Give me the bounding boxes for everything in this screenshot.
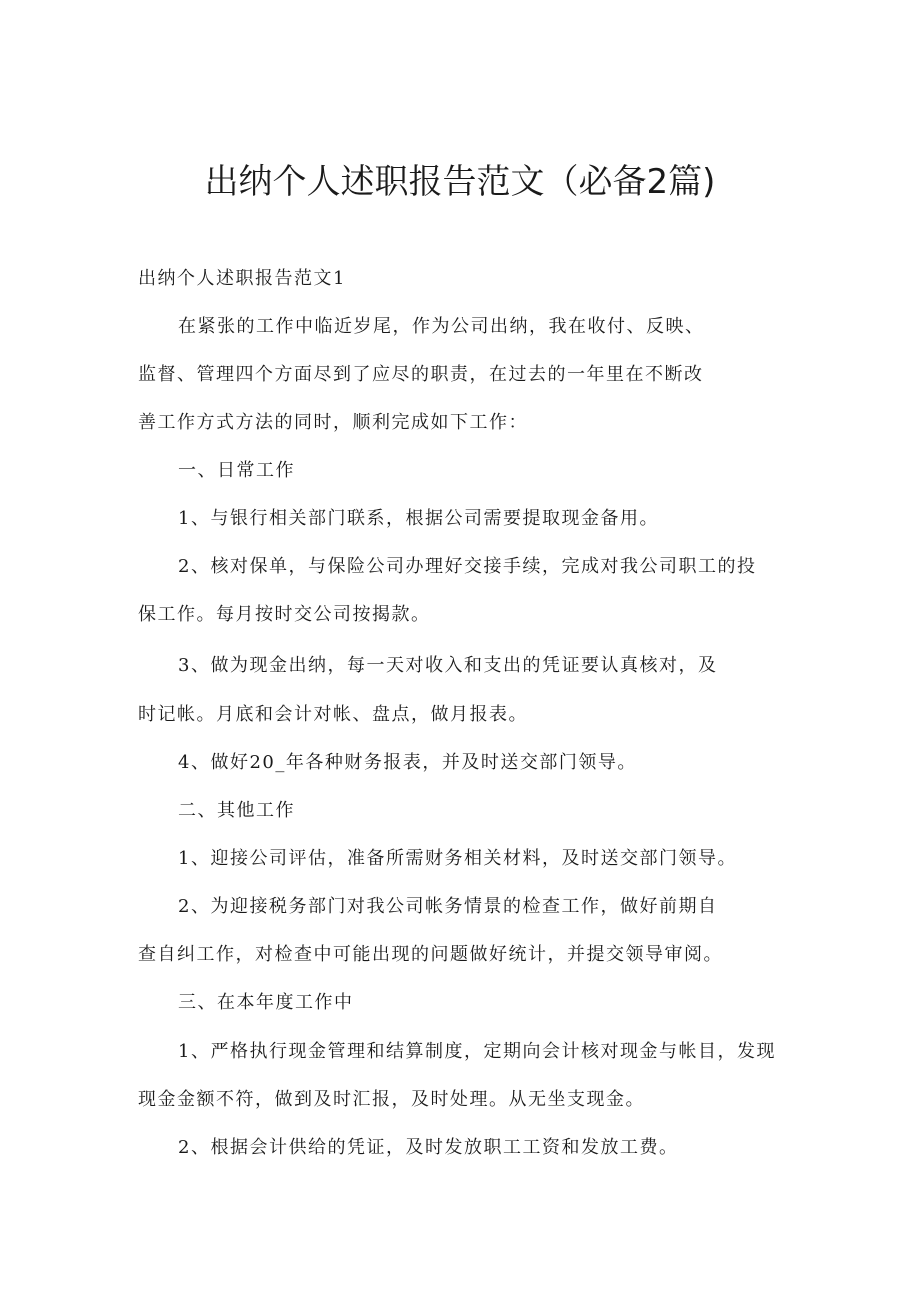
section-title: 出纳个人述职报告范文1 <box>138 268 346 289</box>
heading-daily-work: 一、日常工作 <box>178 460 295 481</box>
daily-item-2-line-1: 2、核对保单，与保险公司办理好交接手续，完成对我公司职工的投 <box>178 556 757 577</box>
other-item-2-line-2: 查自纠工作，对检查中可能出现的问题做好统计，并提交领导审阅。 <box>138 944 723 965</box>
daily-item-1: 1、与银行相关部门联系，根据公司需要提取现金备用。 <box>178 508 659 529</box>
other-item-1: 1、迎接公司评估，准备所需财务相关材料，及时送交部门领导。 <box>178 848 737 869</box>
other-item-2-line-1: 2、为迎接税务部门对我公司帐务情景的检查工作，做好前期自 <box>178 896 718 917</box>
daily-item-2-line-2: 保工作。每月按时交公司按揭款。 <box>138 604 431 625</box>
annual-item-1-line-2: 现金金额不符，做到及时汇报，及时处理。从无坐支现金。 <box>138 1089 645 1110</box>
heading-other-work: 二、其他工作 <box>178 800 295 821</box>
intro-line-3: 善工作方式方法的同时，顺利完成如下工作： <box>138 412 528 433</box>
document-title: 出纳个人述职报告范文（必备2篇) <box>204 162 716 202</box>
heading-annual-work: 三、在本年度工作中 <box>178 992 354 1013</box>
intro-line-2: 监督、管理四个方面尽到了应尽的职责，在过去的一年里在不断改 <box>138 364 704 385</box>
daily-item-4: 4、做好20_年各种财务报表，并及时送交部门领导。 <box>178 752 637 773</box>
daily-item-3-line-1: 3、做为现金出纳，每一天对收入和支出的凭证要认真核对，及 <box>178 655 718 676</box>
annual-item-2: 2、根据会计供给的凭证，及时发放职工工资和发放工费。 <box>178 1137 679 1158</box>
annual-item-1-line-1: 1、严格执行现金管理和结算制度，定期向会计核对现金与帐目，发现 <box>178 1041 776 1062</box>
daily-item-3-line-2: 时记帐。月底和会计对帐、盘点，做月报表。 <box>138 704 528 725</box>
intro-line-1: 在紧张的工作中临近岁尾，作为公司出纳，我在收付、反映、 <box>178 316 705 337</box>
